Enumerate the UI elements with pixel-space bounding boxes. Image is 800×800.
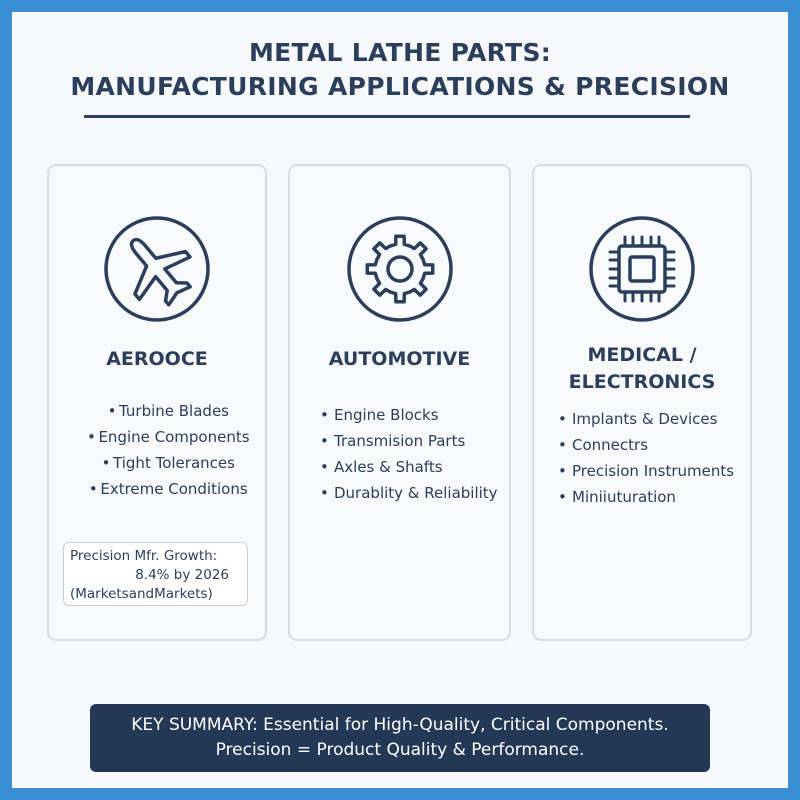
aerospace-card	[47, 164, 267, 641]
list-item: • Precision Instruments	[558, 458, 734, 484]
key-summary-banner	[90, 704, 710, 772]
list-item: • Extreme Conditions	[67, 476, 267, 502]
card-title-medical-electronics	[534, 342, 750, 396]
stat-label: Precision Mfr. Growth:	[70, 548, 218, 564]
list-item: • Turbine Blades	[67, 398, 267, 424]
card-title-line-1: MEDICAL /	[587, 344, 697, 366]
summary-line-1: KEY SUMMARY: Essential for High-Quality, Critical Components.	[131, 715, 669, 735]
medical-electronics-list	[558, 406, 734, 510]
list-item: • Tight Tolerances	[67, 450, 267, 476]
airplane-icon	[102, 214, 212, 324]
title-line-2: MANUFACTURING APPLICATIONS & PRECISION	[70, 72, 730, 101]
list-item: • Transmision Parts	[320, 428, 498, 454]
microchip-icon	[587, 214, 697, 324]
poster-frame	[12, 12, 788, 788]
list-item: • Axles & Shafts	[320, 454, 498, 480]
title-line-1: METAL LATHE PARTS:	[248, 38, 552, 67]
title-divider	[84, 115, 690, 118]
page-title	[12, 36, 788, 104]
summary-line-2: Precision = Product Quality & Performance.	[215, 740, 585, 760]
list-item: • Durablity & Reliability	[320, 480, 498, 506]
medical-electronics-card	[532, 164, 752, 641]
list-item: • Implants & Devices	[558, 406, 734, 432]
card-title-automotive: AUTOMOTIVE	[328, 348, 471, 370]
automotive-list	[320, 402, 498, 506]
aerospace-list	[67, 398, 267, 502]
list-item: • Engine Blocks	[320, 402, 498, 428]
list-item: • Connectrs	[558, 432, 734, 458]
stat-value: 8.4% by 2026	[135, 567, 229, 583]
card-title-line-2: ELECTRONICS	[568, 371, 716, 393]
stat-source: (MarketsandMarkets)	[70, 586, 213, 602]
card-title-aerospace: AEROOCE	[106, 348, 208, 370]
gear-icon	[345, 214, 455, 324]
growth-stat-box	[63, 542, 248, 606]
list-item: • Engine Components	[67, 424, 267, 450]
list-item: • Miniiuturation	[558, 484, 734, 510]
automotive-card	[288, 164, 511, 641]
